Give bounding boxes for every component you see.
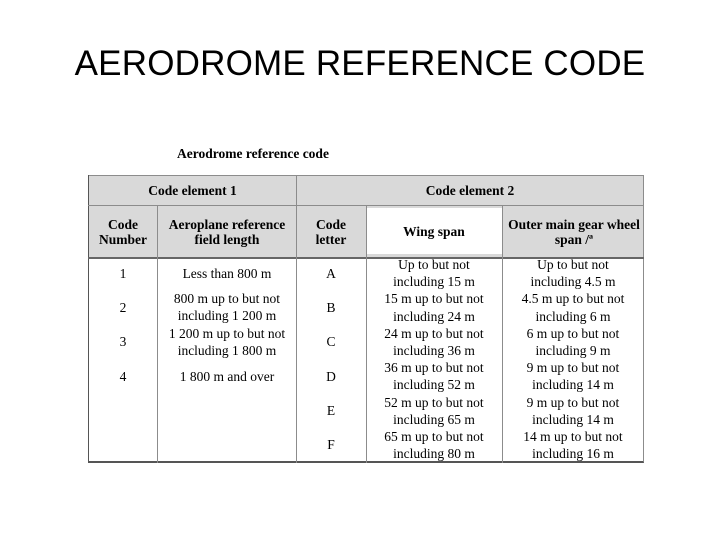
field-length-1: Less than 800 m <box>182 265 272 281</box>
header-code-element-2: Code element 2 <box>297 176 643 205</box>
header-code-letter: Code letter <box>300 211 362 253</box>
outer-gear-column <box>504 256 642 462</box>
wing-span-line: including 65 m <box>393 411 475 427</box>
outer-gear-line: 9 m up to but not <box>526 360 620 376</box>
wing-span-line: 15 m up to but not <box>384 291 484 307</box>
wing-span-line: Up to but not <box>398 257 470 272</box>
code-number-3: 3 <box>119 333 127 349</box>
wing-span-line: including 15 m <box>393 274 475 290</box>
code-letter-a: A <box>326 265 336 281</box>
outer-gear-line: including 6 m <box>535 308 611 324</box>
code-letter-e: E <box>326 402 336 418</box>
header-outer-main-gear: Outer main gear wheel span /ª <box>506 211 642 253</box>
wing-span-line: 65 m up to but not <box>384 428 484 444</box>
outer-gear-line: including 4.5 m <box>530 274 616 290</box>
wing-span-line: 36 m up to but not <box>384 360 484 376</box>
header-code-number: Code Number <box>94 211 152 253</box>
slide-title: AERODROME REFERENCE CODE <box>74 44 646 83</box>
wing-span-line: including 36 m <box>393 342 475 358</box>
outer-gear-line: including 14 m <box>532 411 614 427</box>
field-length-4: 1 800 m and over <box>179 368 275 384</box>
wing-span-line: including 24 m <box>393 308 475 324</box>
outer-gear-line: 4.5 m up to but not <box>521 291 625 307</box>
outer-gear-line: Up to but not <box>537 257 609 272</box>
code-letter-c: C <box>326 333 336 349</box>
header-code-element-1: Code element 1 <box>89 176 296 205</box>
outer-gear-line: including 16 m <box>532 446 614 462</box>
reference-code-table <box>88 175 644 463</box>
outer-gear-line: including 14 m <box>532 377 614 393</box>
outer-gear-line: 6 m up to but not <box>526 325 620 341</box>
outer-gear-line: 9 m up to but not <box>526 394 620 410</box>
field-length-3: 1 200 m up to but not including 1 800 m <box>168 326 286 358</box>
table-caption: Aerodrome reference code <box>177 146 329 161</box>
code-number-4: 4 <box>119 368 127 384</box>
code-letter-b: B <box>326 299 336 315</box>
code-number-1: 1 <box>119 265 127 281</box>
header-field-length: Aeroplane reference field length <box>160 211 294 253</box>
outer-gear-line: including 9 m <box>535 342 611 358</box>
wing-span-line: 24 m up to but not <box>384 325 484 341</box>
wing-span-line: 52 m up to but not <box>384 394 484 410</box>
code-letter-f: F <box>327 436 335 452</box>
code-number-2: 2 <box>119 299 127 315</box>
header-wing-span: Wing span <box>367 209 501 253</box>
wing-span-line: including 80 m <box>393 446 475 462</box>
wing-span-column <box>368 256 500 462</box>
outer-gear-line: 14 m up to but not <box>523 428 623 444</box>
field-length-2: 800 m up to but not including 1 200 m <box>173 291 281 323</box>
wing-span-line: including 52 m <box>393 377 475 393</box>
code-letter-d: D <box>326 368 336 384</box>
